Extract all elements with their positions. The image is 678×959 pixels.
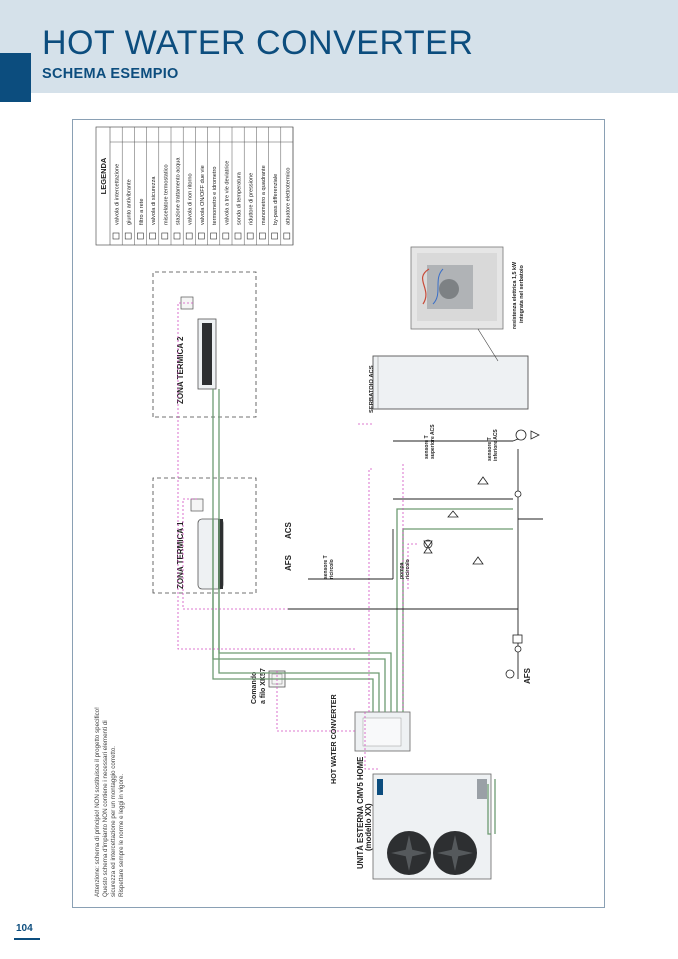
legend-item-label: by-pass differenziale (273, 173, 280, 225)
legend-item-label: sonda di temperatura (236, 172, 243, 225)
legend-item-label: stazione trattamento acqua (175, 157, 182, 225)
diagram-frame (72, 119, 605, 908)
page-subtitle: SCHEMA ESEMPIO (42, 66, 179, 82)
acs-top-label: ACS (284, 522, 293, 539)
outdoor-unit-label-2: (modello XX) (364, 803, 373, 851)
port-labels (284, 424, 532, 684)
warning-line-3: sicurezza ed intercettazione per un montaggio corretto. (110, 746, 117, 897)
legend-item-label: manometro a quadrante (260, 165, 267, 225)
check-valve-icon (473, 557, 483, 564)
heater-label-2: integrata nel serbatoio (519, 265, 525, 323)
header-accent-tab (0, 53, 31, 102)
three-way-valve-icon (448, 511, 458, 517)
converter-label: HOT WATER CONVERTER (329, 694, 338, 784)
legend-item-label: valvola di non ritorno (187, 173, 194, 225)
heater-label-1: resistenza elettrica 1,5 kW (512, 261, 518, 329)
expansion-vessel-icon (516, 430, 526, 440)
warning-line-2: Questo schema d'impianto NON contiene i necessari elementi di (102, 720, 109, 897)
legend-item-label: miscelatore termostatico (163, 164, 170, 225)
legend-item-label: valvola ON/OFF due vie (199, 165, 206, 225)
legend-item-label: giunto antivibrante (126, 179, 133, 225)
pipe-fittings (424, 430, 539, 678)
warning-line-4: Rispettare sempre le norme e leggi in vigore. (118, 773, 125, 897)
zone-thermal-1 (153, 478, 256, 593)
zone-1-label: ZONA TERMICA 1 (176, 521, 185, 589)
warning-note (94, 707, 125, 897)
control-label-1: Comando (251, 671, 258, 704)
legend-item-label: attuatore elettrotermico (285, 167, 292, 225)
pressure-reducer-icon (515, 491, 521, 497)
page-number: 104 (16, 923, 33, 934)
outdoor-unit-label-1: UNITÀ ESTERNA CMV5 HOME (356, 756, 365, 869)
sensor-recirc-label-1: sensore T (323, 555, 329, 579)
warning-line-1: Attenzione: schema di principio! NON sostituisce il progetto specifico! (94, 707, 101, 897)
legend-item-label: filtro a rete (138, 198, 145, 225)
legend-item-label: riduttore di pressione (248, 172, 255, 225)
afs-bottom-label: AFS (523, 668, 532, 684)
pump-label-2: ricircolo (405, 559, 411, 579)
zone-thermal-2 (153, 272, 256, 417)
hydraulic-diagram (73, 120, 606, 909)
legend-item-label: valvola di intercettazione (114, 163, 121, 225)
sensor-lower-label-1: sensore T (487, 437, 493, 461)
safety-valve-icon (531, 431, 539, 439)
control-label-2: a filo XK57 (260, 668, 267, 704)
pressure-gauge-icon (506, 670, 514, 678)
legend (96, 127, 293, 245)
check-valve-icon (478, 477, 488, 484)
legend-item-label: valvola di sicurezza (151, 176, 158, 225)
heater-inset (411, 247, 525, 361)
page-number-rule (14, 938, 40, 940)
tank-label: SERBATOIO ACS (369, 365, 375, 413)
afs-top-label: AFS (284, 555, 293, 571)
sensor-upper-label-1: sensore T (424, 435, 430, 459)
zone-2-label: ZONA TERMICA 2 (176, 336, 185, 404)
water-treatment-icon (513, 635, 522, 643)
outdoor-unit (356, 757, 491, 879)
sensor-recirc-label-2: ricircolo (329, 559, 335, 579)
sensor-upper-label-2: superiore ACS (430, 424, 436, 459)
sensor-lower-label-2: inferiore ACS (493, 429, 499, 461)
strainer-icon (515, 646, 521, 652)
hot-water-converter (329, 693, 410, 784)
pump-label-1: pompa (399, 562, 405, 579)
legend-title: LEGENDA (99, 157, 108, 195)
legend-item-label: termometro e idrometro (212, 166, 219, 225)
dhw-tank (369, 356, 528, 413)
page-title: HOT WATER CONVERTER (42, 24, 474, 62)
legend-item-label: valvola a tre vie deviatrice (224, 160, 231, 225)
